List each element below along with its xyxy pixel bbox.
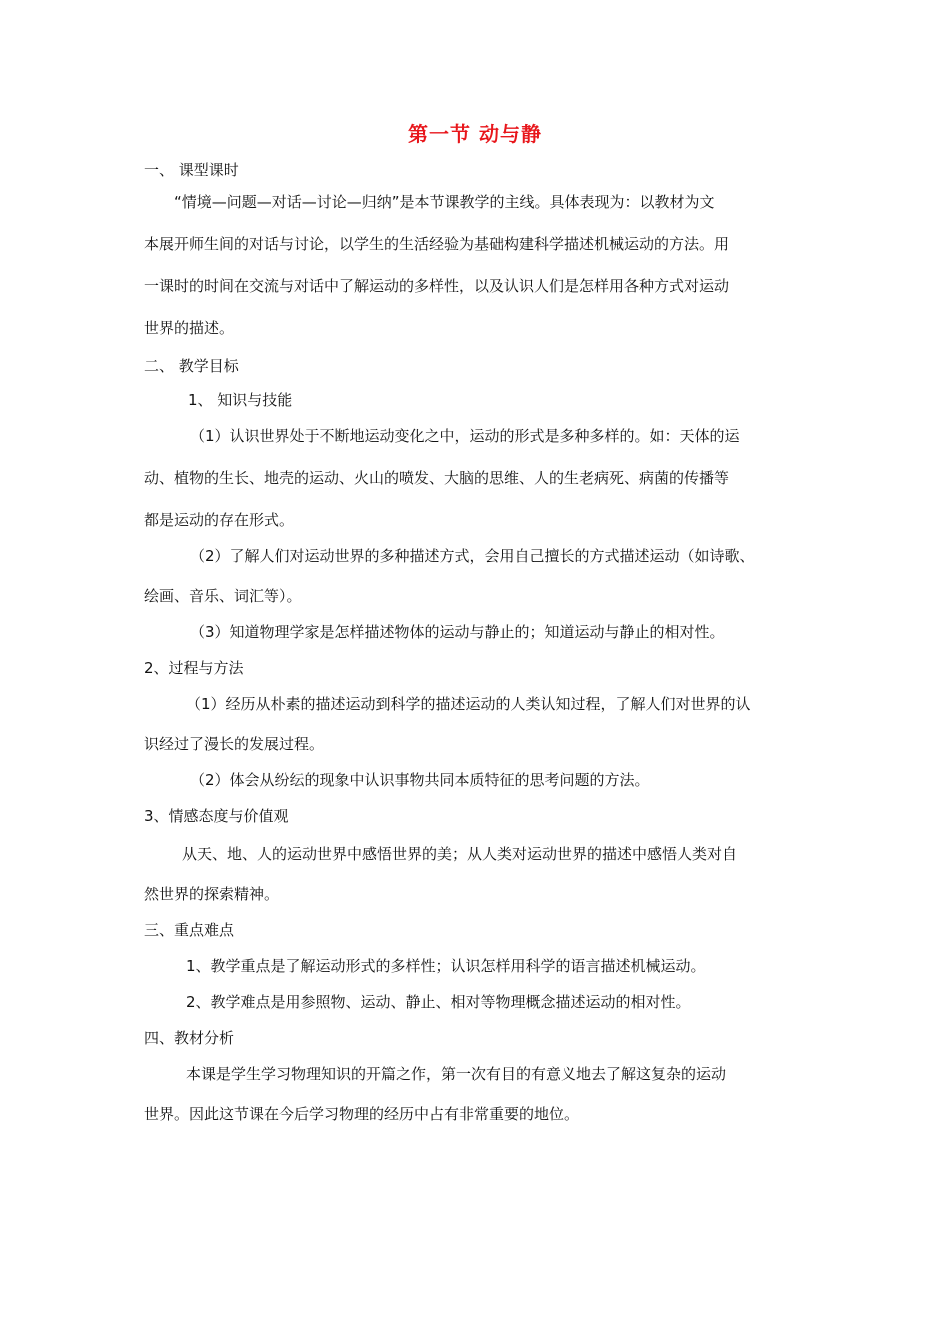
section-heading-key-points: 三、重点难点: [144, 921, 235, 939]
section-heading-material-analysis: 四、教材分析: [144, 1029, 235, 1047]
paragraph-line: （1）认识世界处于不断地运动变化之中，运动的形式是多种多样的。如：天体的运: [190, 427, 740, 445]
subsection-heading-attitudes-values: 3、情感态度与价值观: [144, 807, 289, 825]
paragraph-line: “情境—问题—对话—讨论—归纳”是本节课教学的主线。具体表现为：以教材为文: [174, 193, 715, 211]
section-heading-lesson-type: 一、 课型课时: [144, 161, 239, 179]
paragraph-line: （3）知道物理学家是怎样描述物体的运动与静止的；知道运动与静止的相对性。: [190, 623, 725, 641]
paragraph-line: 识经过了漫长的发展过程。: [144, 735, 325, 753]
paragraph-line: （2）了解人们对运动世界的多种描述方式，会用自己擅长的方式描述运动（如诗歌、: [190, 547, 755, 565]
paragraph-line: 都是运动的存在形式。: [144, 511, 295, 529]
paragraph-line: 从天、地、人的运动世界中感悟世界的美；从人类对运动世界的描述中感悟人类对自: [182, 845, 738, 863]
paragraph-line: 绘画、音乐、词汇等）。: [144, 587, 302, 605]
paragraph-line: （1）经历从朴素的描述运动到科学的描述运动的人类认知过程，了解人们对世界的认: [186, 695, 751, 713]
paragraph-line: 世界。因此这节课在今后学习物理的经历中占有非常重要的地位。: [144, 1105, 580, 1123]
paragraph-line: 然世界的探索精神。: [144, 885, 280, 903]
paragraph-line: 一课时的时间在交流与对话中了解运动的多样性，以及认识人们是怎样用各种方式对运动: [144, 277, 730, 295]
section-heading-teaching-goals: 二、 教学目标: [144, 357, 239, 375]
paragraph-line: 本课是学生学习物理知识的开篇之作，第一次有目的有意义地去了解这复杂的运动: [186, 1065, 727, 1083]
paragraph-line: 世界的描述。: [144, 319, 235, 337]
paragraph-line: 本展开师生间的对话与讨论，以学生的生活经验为基础构建科学描述机械运动的方法。用: [144, 235, 730, 253]
paragraph-line: 动、植物的生长、地壳的运动、火山的喷发、大脑的思维、人的生老病死、病菌的传播等: [144, 469, 730, 487]
document-title: 第一节 动与静: [408, 122, 542, 146]
subsection-heading-process-methods: 2、过程与方法: [144, 659, 244, 677]
subsection-heading-knowledge-skills: 1、 知识与技能: [188, 391, 293, 409]
paragraph-line: （2）体会从纷纭的现象中认识事物共同本质特征的思考问题的方法。: [190, 771, 650, 789]
paragraph-line: 1、教学重点是了解运动形式的多样性；认识怎样用科学的语言描述机械运动。: [186, 957, 706, 975]
paragraph-line: 2、教学难点是用参照物、运动、静止、相对等物理概念描述运动的相对性。: [186, 993, 691, 1011]
